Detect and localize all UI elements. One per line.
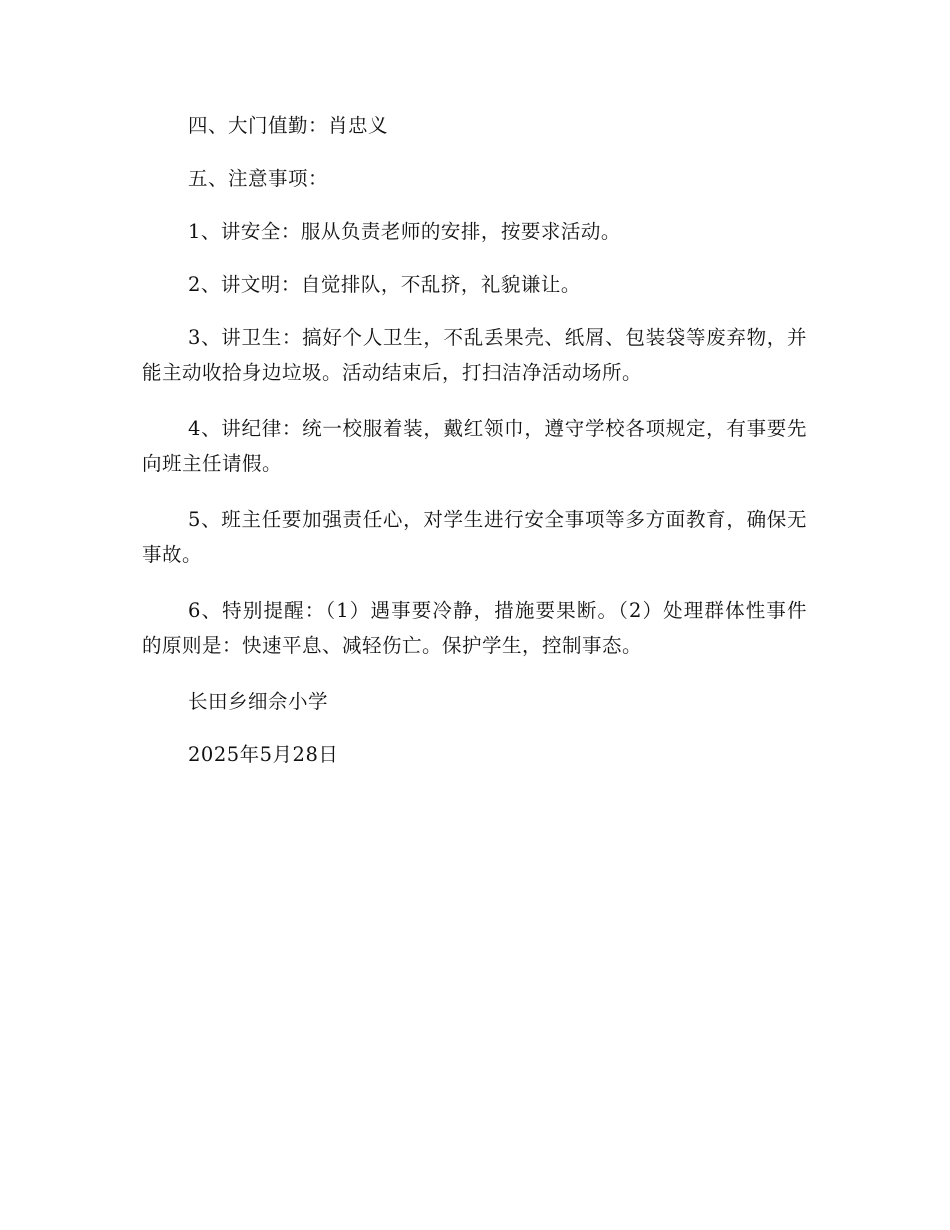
note-teacher-responsibility: 5、班主任要加强责任心，对学生进行安全事项等多方面教育，确保无事故。 <box>142 508 807 566</box>
document-body <box>142 108 807 790</box>
note-civility: 2、讲文明：自觉排队，不乱挤，礼貌谦让。 <box>188 273 581 296</box>
gate-duty-line: 四、大门值勤：肖忠义 <box>188 114 389 137</box>
note-special-reminder: 6、特别提醒：（1）遇事要冷静，措施要果断。（2）处理群体性事件的原则是：快速平息、减轻伤亡。保护学生，控制事态。 <box>142 599 807 657</box>
note-hygiene: 3、讲卫生：搞好个人卫生，不乱丢果壳、纸屑、包装袋等废弃物，并能主动收拾身边垃圾。活动结束后，打扫洁净活动场所。 <box>142 326 807 384</box>
signature-date: 2025年5月28日 <box>188 743 339 766</box>
signature-organization: 长田乡细佘小学 <box>188 690 329 713</box>
note-safety: 1、讲安全：服从负责老师的安排，按要求活动。 <box>188 220 621 243</box>
note-discipline: 4、讲纪律：统一校服着装，戴红领巾，遵守学校各项规定，有事要先向班主任请假。 <box>142 417 807 475</box>
notes-heading: 五、注意事项： <box>188 167 329 190</box>
